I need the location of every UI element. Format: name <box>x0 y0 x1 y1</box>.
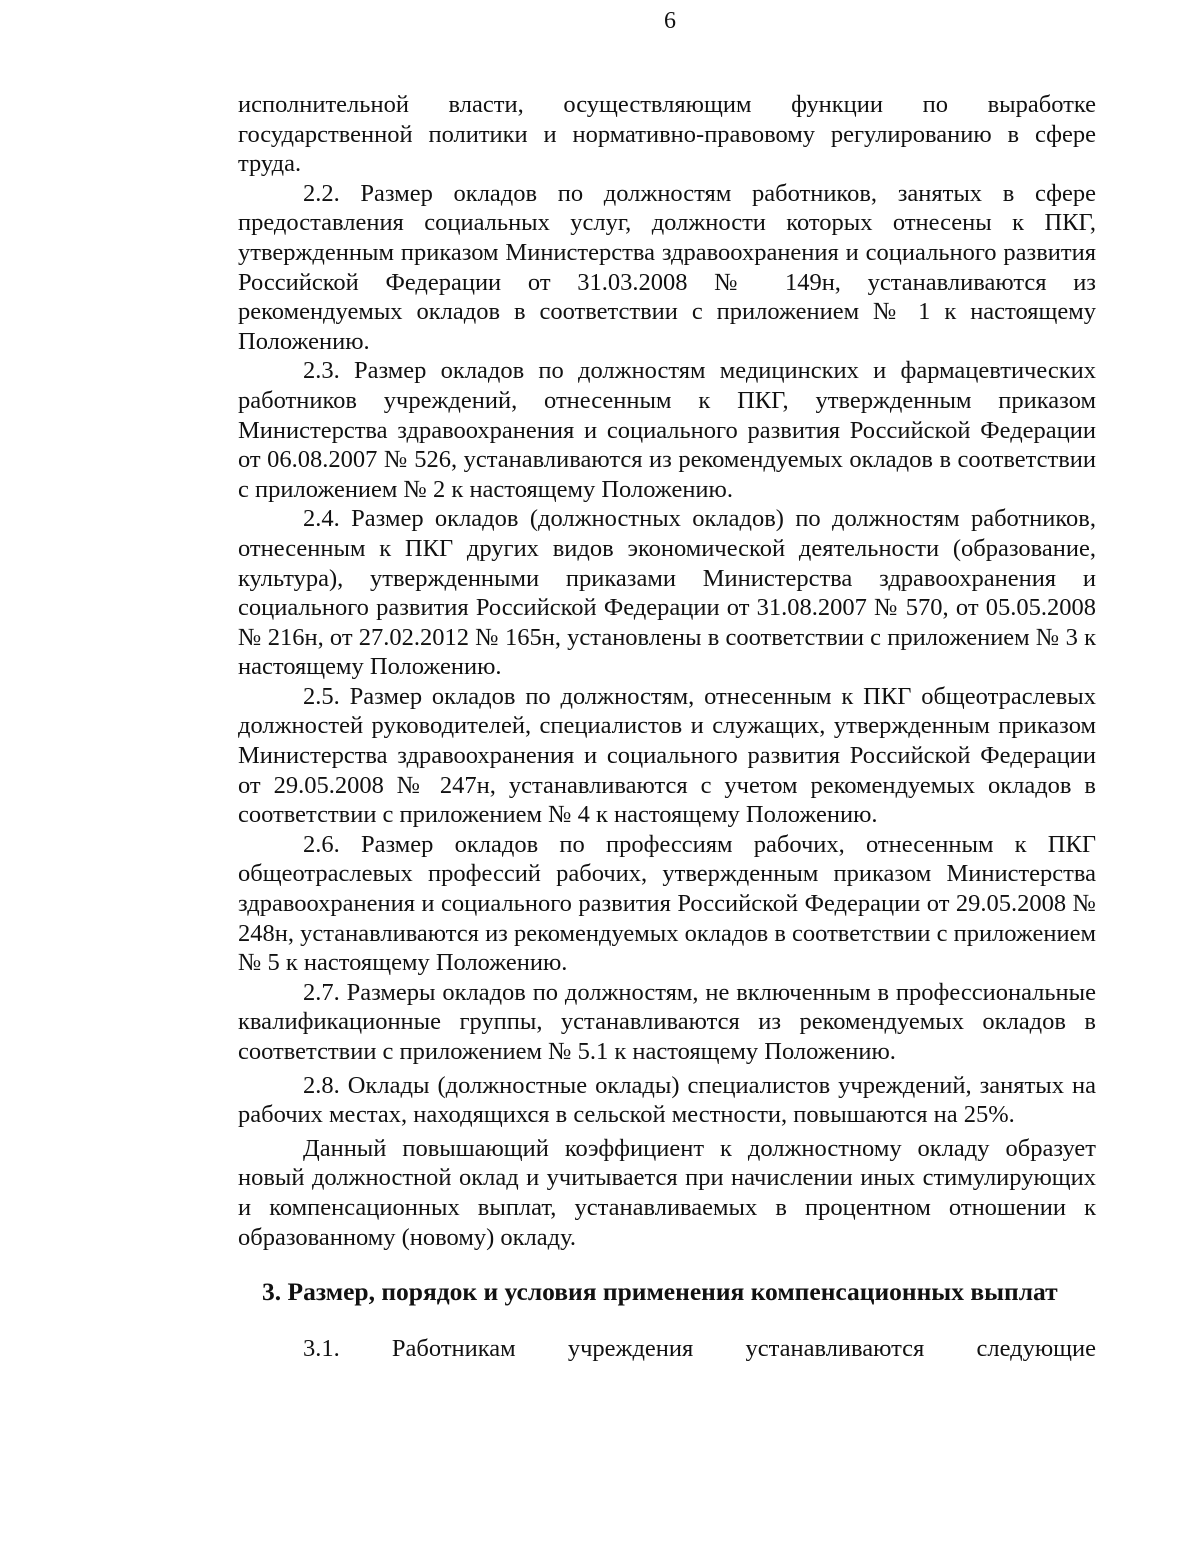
document-body <box>238 90 1096 1364</box>
paragraph-2-4: 2.4. Размер окладов (должностных окладов) по должностям работников, отнесенным к ПКГ других видов экономической деятельности (образование, культура), утвержденными приказами Министерства здравоохранения и социального развития Российской Федерации от 31.08.2007 № 570, от 05.05.2008 № 216н, от 27.02.2012 № 165н, установлены в соответствии с приложением № 3 к настоящему Положению. <box>238 505 1096 681</box>
paragraph-3-1: 3.1. Работникам учреждения устанавливаются следующие <box>303 1335 1096 1363</box>
page-number: 6 <box>664 8 676 34</box>
paragraph-2-2: 2.2. Размер окладов по должностям работников, занятых в сфере предоставления социальных услуг, должности которых отнесены к ПКГ, утвержденным приказом Министерства здравоохранения и социального развития Российской Федерации от 31.03.2008 № 149н, устанавливаются из рекомендуемых окладов в соответствии с приложением № 1 к настоящему Положению. <box>238 179 1096 355</box>
paragraph-2-8: 2.8. Оклады (должностные оклады) специалистов учреждений, занятых на рабочих местах, находящихся в сельской местности, повышаются на 25%. <box>238 1071 1096 1129</box>
paragraph-2-5: 2.5. Размер окладов по должностям, отнесенным к ПКГ общеотраслевых должностей руководителей, специалистов и служащих, утвержденным приказом Министерства здравоохранения и социального развития Российской Федерации от 29.05.2008 № 247н, устанавливаются с учетом рекомендуемых окладов в соответствии с приложением № 4 к настоящему Положению. <box>238 682 1096 829</box>
paragraph-coefficient-note: Данный повышающий коэффициент к должностному окладу образует новый должностной оклад и учитывается при начислении иных стимулирующих и компенсационных выплат, устанавливаемых в процентном отношении к образованному (новому) окладу. <box>238 1134 1096 1251</box>
section-heading: 3. Размер, порядок и условия применения компенсационных выплат <box>262 1277 1058 1307</box>
paragraph-2-7: 2.7. Размеры окладов по должностям, не включенным в профессиональные квалификационные группы, устанавливаются из рекомендуемых окладов в соответствии с приложением № 5.1 к настоящему Положению. <box>238 978 1096 1065</box>
paragraph-2-6: 2.6. Размер окладов по профессиям рабочих, отнесенным к ПКГ общеотраслевых профессий рабочих, утвержденным приказом Министерства здравоохранения и социального развития Российской Федерации от 29.05.2008 № 248н, устанавливаются из рекомендуемых окладов в соответствии с приложением № 5 к настоящему Положению. <box>238 830 1096 977</box>
paragraph-2-3: 2.3. Размер окладов по должностям медицинских и фармацевтических работников учреждений, отнесенным к ПКГ, утвержденным приказом Министерства здравоохранения и социального развития Российской Федерации от 06.08.2007 № 526, устанавливаются из рекомендуемых окладов в соответствии с приложением № 2 к настоящему Положению. <box>238 357 1096 503</box>
paragraph-continuation: исполнительной власти, осуществляющим функции по выработке государственной политики и нормативно-правовому регулированию в сфере труда. <box>238 91 1096 178</box>
